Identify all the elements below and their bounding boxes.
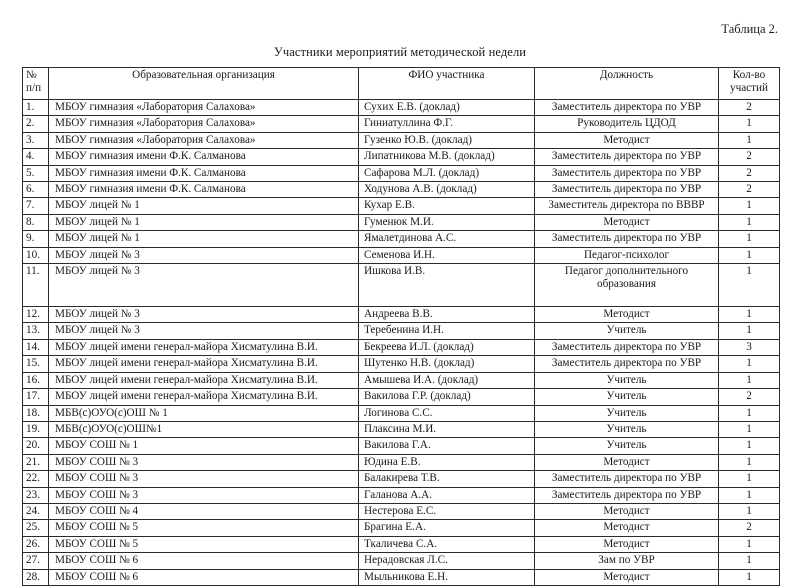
cell-participant: Ткаличева С.А. [359,536,535,552]
table-row [23,471,780,487]
cell-count: 1 [719,405,780,421]
cell-organization: МБОУ СОШ № 6 [49,569,359,585]
cell-organization: МБОУ лицей № 3 [49,264,359,307]
table-number-label: Таблица 2. [721,22,778,36]
cell-organization: МБОУ СОШ № 5 [49,520,359,536]
cell-organization: МБОУ лицей № 3 [49,323,359,339]
cell-number: 14. [23,339,49,355]
column-header-position: Должность [535,68,719,100]
table-row [23,405,780,421]
table-row [23,454,780,470]
cell-number: 4. [23,149,49,165]
cell-participant: Андреева В.В. [359,307,535,323]
cell-participant: Нерадовская Л.С. [359,553,535,569]
cell-number: 19. [23,421,49,437]
table-row [23,356,780,372]
cell-participant: Бекреева И.Л. (доклад) [359,339,535,355]
table-row [23,198,780,214]
cell-count: 2 [719,389,780,405]
table-row [23,339,780,355]
cell-number: 8. [23,214,49,230]
cell-organization: МБОУ лицей № 1 [49,231,359,247]
cell-position: Методист [535,454,719,470]
cell-position: Заместитель директора по УВР [535,487,719,503]
cell-position: Заместитель директора по УВР [535,149,719,165]
cell-count: 2 [719,100,780,116]
table-row [23,421,780,437]
cell-position: Учитель [535,438,719,454]
cell-count: 1 [719,421,780,437]
cell-count: 1 [719,503,780,519]
cell-participant: Юдина Е.В. [359,454,535,470]
cell-organization: МБОУ лицей имени генерал-майора Хисматулина В.И. [49,339,359,355]
cell-count: 1 [719,198,780,214]
column-header-number-line1: № [26,69,37,81]
cell-organization: МБОУ СОШ № 5 [49,536,359,552]
cell-position: Заместитель директора по УВР [535,471,719,487]
cell-organization: МБОУ гимназия имени Ф.К. Салманова [49,182,359,198]
cell-count: 3 [719,339,780,355]
cell-count: 1 [719,438,780,454]
header-row [23,68,780,100]
table-row [23,100,780,116]
cell-organization: МБОУ гимназия имени Ф.К. Салманова [49,165,359,181]
cell-participant: Вакилова Г.А. [359,438,535,454]
table-header [23,68,780,100]
cell-participant: Вакилова Г.Р. (доклад) [359,389,535,405]
cell-number: 10. [23,247,49,263]
cell-number: 9. [23,231,49,247]
cell-participant: Балакирева Т.В. [359,471,535,487]
cell-number: 16. [23,372,49,388]
cell-position: Методист [535,503,719,519]
cell-position: Учитель [535,323,719,339]
cell-number: 1. [23,100,49,116]
cell-position: Заместитель директора по УВР [535,165,719,181]
cell-participant: Плаксина М.И. [359,421,535,437]
cell-count: 1 [719,454,780,470]
cell-position: Методист [535,214,719,230]
cell-organization: МБОУ лицей № 1 [49,198,359,214]
cell-count: 1 [719,132,780,148]
cell-organization: МБОУ лицей № 3 [49,307,359,323]
cell-position: Методист [535,569,719,585]
cell-position: Заместитель директора по УВР [535,339,719,355]
cell-position: Учитель [535,405,719,421]
cell-number: 26. [23,536,49,552]
table-row [23,116,780,132]
cell-organization: МБОУ гимназия «Лаборатория Салахова» [49,132,359,148]
table-row [23,503,780,519]
cell-participant: Брагина Е.А. [359,520,535,536]
cell-organization: МБОУ СОШ № 3 [49,471,359,487]
cell-position: Заместитель директора по УВР [535,231,719,247]
column-header-number-line2: п/п [26,82,42,95]
page-title: Участники мероприятий методической недели [273,45,527,59]
cell-participant: Кухар Е.В. [359,198,535,214]
table-row [23,520,780,536]
cell-position: Педагог-психолог [535,247,719,263]
table-row [23,323,780,339]
cell-organization: МБОУ СОШ № 3 [49,487,359,503]
cell-participant: Амышева И.А. (доклад) [359,372,535,388]
table-row [23,307,780,323]
column-header-count [719,68,780,100]
cell-organization: МБОУ гимназия имени Ф.К. Салманова [49,149,359,165]
cell-number: 13. [23,323,49,339]
column-header-number [23,68,49,100]
cell-organization: МБОУ лицей имени генерал-майора Хисматулина В.И. [49,389,359,405]
cell-position: Заместитель директора по УВР [535,356,719,372]
cell-number: 21. [23,454,49,470]
cell-count: 1 [719,372,780,388]
table-row [23,247,780,263]
cell-participant: Сухих Е.В. (доклад) [359,100,535,116]
cell-participant: Ямалетдинова А.С. [359,231,535,247]
column-header-organization: Образовательная организация [49,68,359,100]
cell-organization: МБОУ СОШ № 4 [49,503,359,519]
cell-participant: Гуменюк М.И. [359,214,535,230]
cell-participant: Ходунова А.В. (доклад) [359,182,535,198]
table-row [23,182,780,198]
table-row [23,132,780,148]
table-row [23,372,780,388]
cell-number: 22. [23,471,49,487]
cell-position: Методист [535,307,719,323]
cell-participant: Логинова С.С. [359,405,535,421]
cell-position: Заместитель директора по УВР [535,100,719,116]
cell-participant: Гиниатуллина Ф.Г. [359,116,535,132]
cell-position: Заместитель директора по УВР [535,182,719,198]
cell-count: 1 [719,569,780,585]
cell-organization: МБОУ лицей № 1 [49,214,359,230]
cell-count: 1 [719,231,780,247]
cell-count: 1 [719,307,780,323]
participants-table-container [22,67,779,586]
column-header-count-line2: участий [729,82,768,95]
cell-participant: Липатникова М.В. (доклад) [359,149,535,165]
cell-organization: МБОУ лицей имени генерал-майора Хисматулина В.И. [49,372,359,388]
cell-participant: Гузенко Ю.В. (доклад) [359,132,535,148]
table-row [23,231,780,247]
cell-count: 1 [719,116,780,132]
cell-organization: МБОУ СОШ № 3 [49,454,359,470]
cell-count: 1 [719,214,780,230]
table-row [23,553,780,569]
cell-position: Учитель [535,421,719,437]
table-row [23,214,780,230]
cell-number: 3. [23,132,49,148]
cell-number: 6. [23,182,49,198]
cell-organization: МБОУ лицей имени генерал-майора Хисматулина В.И. [49,356,359,372]
cell-organization: МБВ(с)ОУО(с)ОШ№1 [49,421,359,437]
cell-number: 12. [23,307,49,323]
cell-count: 1 [719,471,780,487]
cell-count: 1 [719,264,780,307]
participants-table [22,67,780,586]
cell-count: 2 [719,149,780,165]
table-row [23,264,780,307]
cell-position: Зам по УВР [535,553,719,569]
column-header-count-line1: Кол-во [732,69,766,81]
cell-number: 2. [23,116,49,132]
cell-count: 1 [719,356,780,372]
column-header-participant: ФИО участника [359,68,535,100]
cell-number: 15. [23,356,49,372]
cell-number: 18. [23,405,49,421]
cell-organization: МБОУ гимназия «Лаборатория Салахова» [49,116,359,132]
cell-number: 27. [23,553,49,569]
cell-participant: Теребенина И.Н. [359,323,535,339]
cell-participant: Сафарова М.Л. (доклад) [359,165,535,181]
cell-participant: Ишкова И.В. [359,264,535,307]
cell-count: 2 [719,165,780,181]
cell-organization: МБОУ гимназия «Лаборатория Салахова» [49,100,359,116]
cell-number: 7. [23,198,49,214]
cell-count: 1 [719,247,780,263]
cell-position: Заместитель директора по ВВВР [535,198,719,214]
cell-count: 1 [719,553,780,569]
table-body [23,100,780,586]
table-row [23,438,780,454]
cell-organization: МБВ(с)ОУО(с)ОШ № 1 [49,405,359,421]
cell-count: 1 [719,536,780,552]
cell-position: Методист [535,132,719,148]
cell-position: Учитель [535,372,719,388]
cell-organization: МБОУ лицей № 3 [49,247,359,263]
table-row [23,487,780,503]
table-row [23,149,780,165]
cell-number: 11. [23,264,49,307]
cell-number: 20. [23,438,49,454]
cell-number: 17. [23,389,49,405]
cell-participant: Галанова А.А. [359,487,535,503]
cell-participant: Нестерова Е.С. [359,503,535,519]
cell-position: Руководитель ЦДОД [535,116,719,132]
cell-position: Учитель [535,389,719,405]
cell-position: Методист [535,520,719,536]
cell-number: 25. [23,520,49,536]
cell-count: 1 [719,487,780,503]
cell-participant: Мыльникова Е.Н. [359,569,535,585]
cell-organization: МБОУ СОШ № 6 [49,553,359,569]
cell-participant: Семенова И.Н. [359,247,535,263]
table-row [23,569,780,585]
cell-number: 23. [23,487,49,503]
cell-participant: Шутенко Н.В. (доклад) [359,356,535,372]
cell-number: 24. [23,503,49,519]
cell-count: 2 [719,520,780,536]
table-row [23,389,780,405]
cell-position: Педагог дополнительного образования [535,264,719,307]
table-row [23,536,780,552]
cell-count: 1 [719,323,780,339]
cell-number: 5. [23,165,49,181]
table-row [23,165,780,181]
cell-position: Методист [535,536,719,552]
cell-number: 28. [23,569,49,585]
cell-count: 2 [719,182,780,198]
cell-organization: МБОУ СОШ № 1 [49,438,359,454]
